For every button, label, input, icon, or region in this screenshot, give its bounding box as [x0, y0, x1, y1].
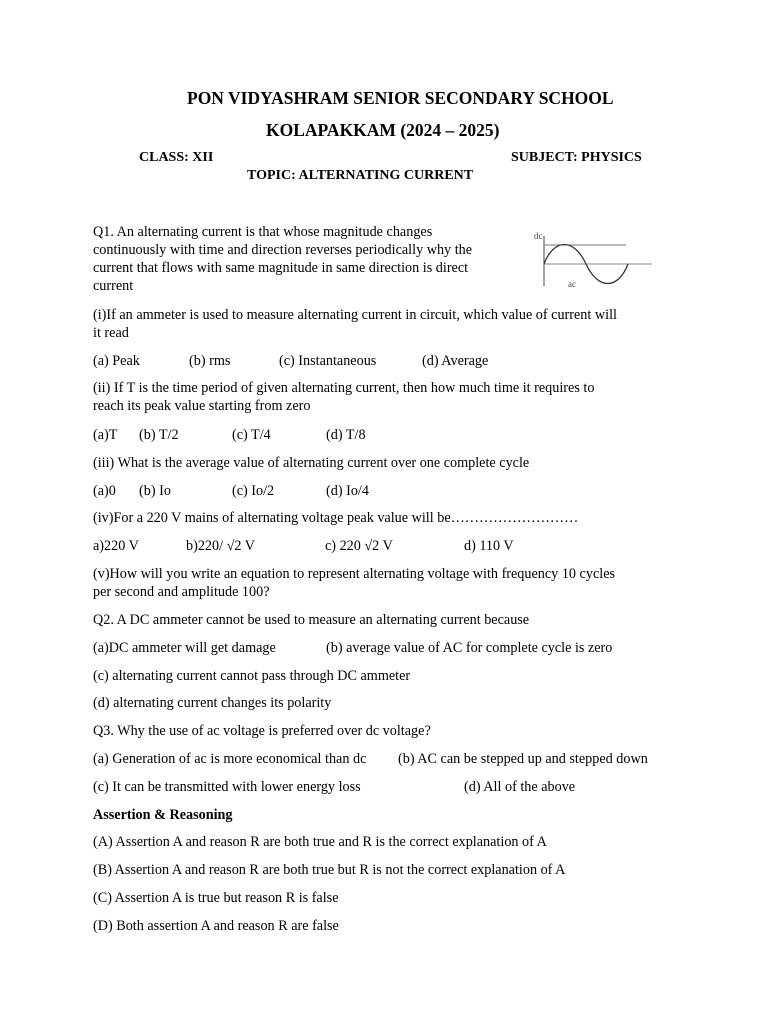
q1-ii-option-c: (c) T/4: [232, 427, 271, 443]
q1-v-question-line-2: per second and amplitude 100?: [93, 584, 270, 600]
q1-iii-option-d: (d) Io/4: [326, 483, 369, 499]
q1-ii-question-line-2: reach its peak value starting from zero: [93, 398, 311, 414]
q3-option-d: (d) All of the above: [464, 779, 576, 795]
q2-option-b: (b) average value of AC for complete cycle is zero: [326, 640, 613, 656]
q1-intro-line-4: current: [93, 278, 134, 294]
q1-i-option-a: (a) Peak: [93, 353, 140, 369]
q1-ii-option-a: (a)T: [93, 427, 118, 443]
class-label: CLASS: XII: [139, 150, 214, 165]
q1-iv-option-c: c) 220 √2 V: [325, 538, 393, 554]
ac-label: ac: [568, 279, 576, 289]
subject-label: SUBJECT: PHYSICS: [511, 150, 642, 165]
dc-label: dc: [534, 231, 543, 241]
place-year: KOLAPAKKAM (2024 – 2025): [266, 120, 500, 140]
q2-option-c: (c) alternating current cannot pass through DC ammeter: [93, 668, 411, 684]
q1-iii-option-a: (a)0: [93, 483, 116, 499]
q1-i-option-d: (d) Average: [422, 353, 489, 369]
q3-question: Q3. Why the use of ac voltage is preferred over dc voltage?: [93, 723, 431, 739]
q1-iii-option-b: (b) Io: [139, 483, 171, 499]
q3-option-c: (c) It can be transmitted with lower energy loss: [93, 779, 361, 795]
q3-option-b: (b) AC can be stepped up and stepped down: [398, 751, 648, 767]
assertion-option-a: (A) Assertion A and reason R are both true and R is the correct explanation of A: [93, 834, 547, 850]
q1-ii-option-d: (d) T/8: [326, 427, 366, 443]
ac-dc-waveform-figure: [530, 226, 654, 294]
q1-iv-option-d: d) 110 V: [464, 538, 514, 554]
q1-iii-option-c: (c) Io/2: [232, 483, 275, 499]
q1-i-question-line-2: it read: [93, 325, 129, 341]
q1-iv-option-a: a)220 V: [93, 538, 139, 554]
assertion-option-c: (C) Assertion A is true but reason R is false: [93, 890, 339, 906]
q2-question: Q2. A DC ammeter cannot be used to measure an alternating current because: [93, 612, 530, 628]
q1-ii-question-line-1: (ii) If T is the time period of given alternating current, then how much time it requires to: [93, 380, 595, 396]
q1-i-option-c: (c) Instantaneous: [279, 353, 377, 369]
q1-intro-line-3: current that flows with same magnitude in same direction is direct: [93, 260, 469, 276]
q1-iii-question: (iii) What is the average value of alternating current over one complete cycle: [93, 455, 530, 471]
q1-ii-option-b: (b) T/2: [139, 427, 179, 443]
q3-option-a: (a) Generation of ac is more economical than dc: [93, 751, 367, 767]
q2-option-a: (a)DC ammeter will get damage: [93, 640, 276, 656]
q1-intro-line-2: continuously with time and direction reverses periodically why the: [93, 242, 473, 258]
q2-option-d: (d) alternating current changes its polarity: [93, 695, 332, 711]
q1-iv-question: (iv)For a 220 V mains of alternating voltage peak value will be………………………: [93, 510, 579, 526]
school-name: PON VIDYASHRAM SENIOR SECONDARY SCHOOL: [187, 88, 614, 108]
q1-i-option-b: (b) rms: [189, 353, 231, 369]
topic-label: TOPIC: ALTERNATING CURRENT: [247, 168, 474, 183]
assertion-option-d: (D) Both assertion A and reason R are false: [93, 918, 339, 934]
assertion-heading: Assertion & Reasoning: [93, 807, 233, 823]
q1-v-question-line-1: (v)How will you write an equation to represent alternating voltage with frequency 10 cycles: [93, 566, 616, 582]
q1-iv-option-b: b)220/ √2 V: [186, 538, 256, 554]
q1-i-question-line-1: (i)If an ammeter is used to measure alternating current in circuit, which value of current will: [93, 307, 617, 323]
q1-intro-line-1: Q1. An alternating current is that whose magnitude changes: [93, 224, 433, 240]
assertion-option-b: (B) Assertion A and reason R are both true but R is not the correct explanation of A: [93, 862, 566, 878]
